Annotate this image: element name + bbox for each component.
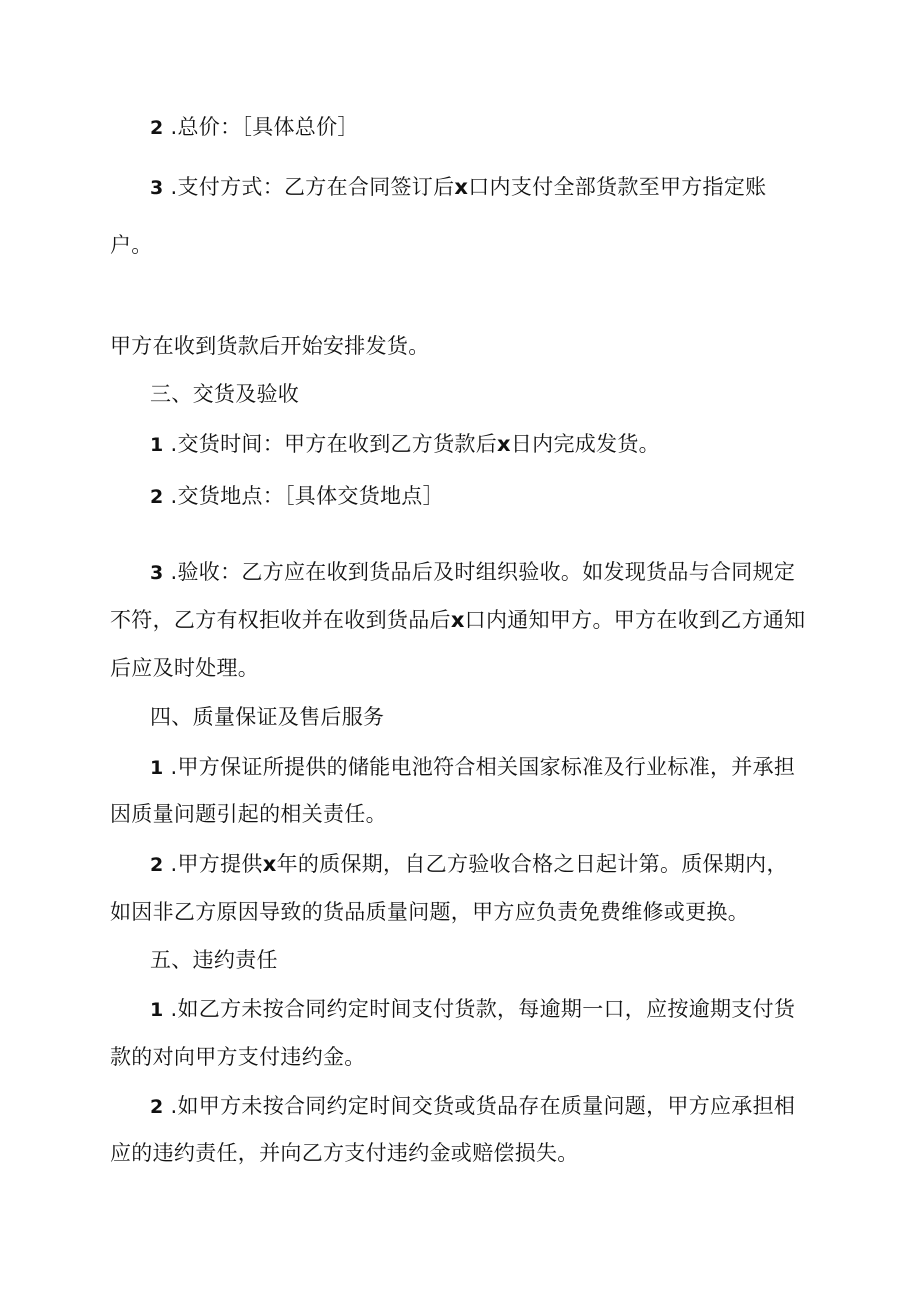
line-text: .如甲方未按合同约定时间交货或货品存在质量问题，甲方应承担相 (170, 1094, 796, 1118)
item-number: 1 (150, 434, 164, 456)
item-number: 3 (150, 177, 164, 199)
delivery-location-line (150, 482, 444, 511)
placeholder-x: x (497, 432, 511, 456)
section-title: 三、交货及验收 (150, 382, 300, 406)
shipping-arrangement-line (110, 332, 430, 360)
line-text-post: 口内支付全部货款至甲方指定账 (468, 175, 767, 199)
line-text-post: 年的质保期，自乙方验收合格之日起计第。质保期内， (276, 852, 788, 876)
warranty-standard-line (150, 753, 795, 782)
section-heading-warranty (150, 703, 384, 731)
line-text: 款的对向甲方支付违约金。 (110, 1045, 366, 1069)
delivery-time-line (150, 430, 660, 459)
line-text-post: 口内通知甲方。甲方在收到乙方通知 (464, 608, 806, 632)
item-number: 2 (150, 1096, 164, 1118)
warranty-standard-line-cont (110, 800, 387, 828)
inspection-line (150, 558, 795, 587)
placeholder-x: x (450, 608, 465, 632)
line-text: .验收：乙方应在收到货品后及时组织验收。如发现货品与合同规定 (170, 560, 796, 584)
line-text-pre: .交货时间：甲方在收到乙方货款后 (170, 432, 497, 456)
line-text: 甲方在收到货款后开始安排发货。 (110, 334, 430, 358)
line-text: .甲方保证所提供的储能电池符合相关国家标准及行业标准，并承担 (170, 755, 796, 779)
payment-method-line-cont (110, 231, 153, 259)
line-text: 应的违约责任，并向乙方支付违约金或赔偿损失。 (110, 1141, 579, 1165)
breach-seller-line-cont (110, 1139, 579, 1167)
line-text: 户。 (110, 233, 153, 257)
inspection-line-cont-2 (110, 654, 259, 682)
line-text: .如乙方未按合同约定时间支付货款，每逾期一口，应按逾期支付货 (170, 997, 796, 1021)
item-number: 2 (150, 486, 164, 508)
line-text-post: 日内完成发货。 (510, 432, 660, 456)
item-number: 2 (150, 117, 164, 139)
section-heading-breach (150, 946, 278, 974)
line-text: 如因非乙方原因导致的货品质量问题，甲方应负责免费维修或更换。 (110, 900, 749, 924)
line-text: 因质量问题引起的相关责任。 (110, 802, 387, 826)
breach-buyer-line-cont (110, 1043, 366, 1071)
section-title: 五、违约责任 (150, 948, 278, 972)
line-text-pre: .甲方提供 (170, 852, 263, 876)
line-text: 后应及时处理。 (110, 656, 260, 680)
item-number: 3 (150, 562, 164, 584)
warranty-period-line (150, 850, 788, 879)
breach-buyer-line (150, 995, 795, 1024)
warranty-period-line-cont (110, 898, 749, 926)
item-number: 2 (150, 854, 164, 876)
item-number: 1 (150, 999, 164, 1021)
line-text-pre: 不符，乙方有权拒收并在收到货品后 (110, 608, 451, 632)
placeholder-x: x (454, 175, 469, 199)
section-title: 四、质量保证及售后服务 (150, 705, 385, 729)
item-number: 1 (150, 757, 164, 779)
placeholder-x: x (262, 852, 277, 876)
breach-seller-line (150, 1092, 795, 1121)
line-text: .交货地点：［具体交货地点］ (170, 484, 444, 508)
line-text: .总价：［具体总价］ (170, 115, 359, 139)
section-heading-delivery (150, 380, 299, 408)
line-text-pre: .支付方式：乙方在合同签订后 (170, 175, 455, 199)
total-price-line (150, 113, 359, 142)
inspection-line-cont-1 (110, 606, 805, 634)
payment-method-line (150, 173, 766, 202)
